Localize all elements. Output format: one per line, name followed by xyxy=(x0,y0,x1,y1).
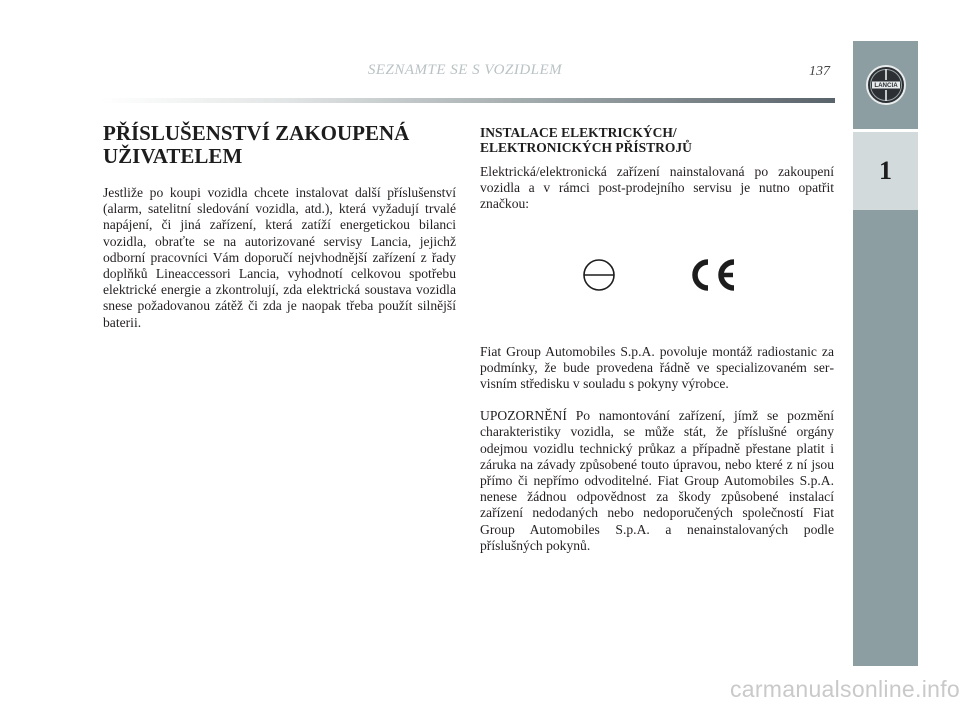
ce-mark-icon xyxy=(688,257,738,293)
side-tab xyxy=(853,41,918,666)
installation-paragraph: Elektrická/elektronická zařízení nainstalovaná po zakoupení vozidla a v rámci post-prodejního servisu je nutno opatřit značkou: xyxy=(480,164,834,212)
accessories-paragraph: Jestliže po koupi vozidla chcete instalovat další příslušenství (alarm, satelitní sledování vozidla, atd.), která vyžadují trvalé napájení, či jiná zařízení, která zatíží energetickou bilanci vozidla, obraťte se na autorizované servisy Lancia, jejichž odborní pracovníci Vám doporučí nejvhodnější zařízení z řady doplňků Lineaccessori Lancia, vyhodnotí celkovou spotřebu elektrické energie a zkontrolují, zda elektrická soustava vozidla snese požadovanou zátěž či zda je naopak třeba použít silnější baterii. xyxy=(103,185,456,330)
section-heading-installation xyxy=(480,125,834,155)
side-logo-box xyxy=(853,41,918,129)
lancia-logo-text: LANCIA xyxy=(873,82,898,90)
left-column xyxy=(103,122,456,331)
right-column xyxy=(480,125,834,554)
heading-line-2: UŽIVATELEM xyxy=(103,144,243,168)
warning-paragraph: UPOZORNĚNÍ Po namontování zařízení, jímž se pozmění charakteristiky vozidla, se může stát, že příslušné orgány odejmou vozidlu technický průkaz a případně přestane platit i záruka na závady způsobené touto úpravou, nebo které z ní jsou přímo či nepřímo odvoditelné. Fiat Group Automobiles S.p.A. nenese žádnou odpovědnost za škody způsobené instalací zařízení nedodaných nebo nedoporučených společností Fiat Group Automobiles S.p.A. a nenainstalovaných podle příslušných pokynů. xyxy=(480,408,834,553)
header-rule xyxy=(100,98,835,103)
subheading-line-1: INSTALACE ELEKTRICKÝCH/ xyxy=(480,125,677,140)
e-mark-icon xyxy=(581,257,617,293)
watermark: carmanualsonline.info xyxy=(729,676,960,702)
section-heading-accessories xyxy=(103,122,456,168)
running-title: SEZNAMTE SE S VOZIDLEM xyxy=(367,62,563,78)
marking-symbols xyxy=(480,221,834,336)
chapter-tab[interactable] xyxy=(853,132,918,210)
lancia-logo-icon xyxy=(864,63,908,107)
heading-line-1: PŘÍSLUŠENSTVÍ ZAKOUPENÁ xyxy=(103,121,410,145)
chapter-number: 1 xyxy=(879,156,892,185)
subheading-line-2: ELEKTRONICKÝCH PŘÍSTROJŮ xyxy=(480,140,692,155)
radio-installation-paragraph: Fiat Group Automobiles S.p.A. povoluje montáž radiostanic za podmínky, že bude provedena řádně ve specializovaném servisním středisku v souladu s pokyny výrobce. xyxy=(480,343,834,392)
page-number: 137 xyxy=(809,64,830,79)
